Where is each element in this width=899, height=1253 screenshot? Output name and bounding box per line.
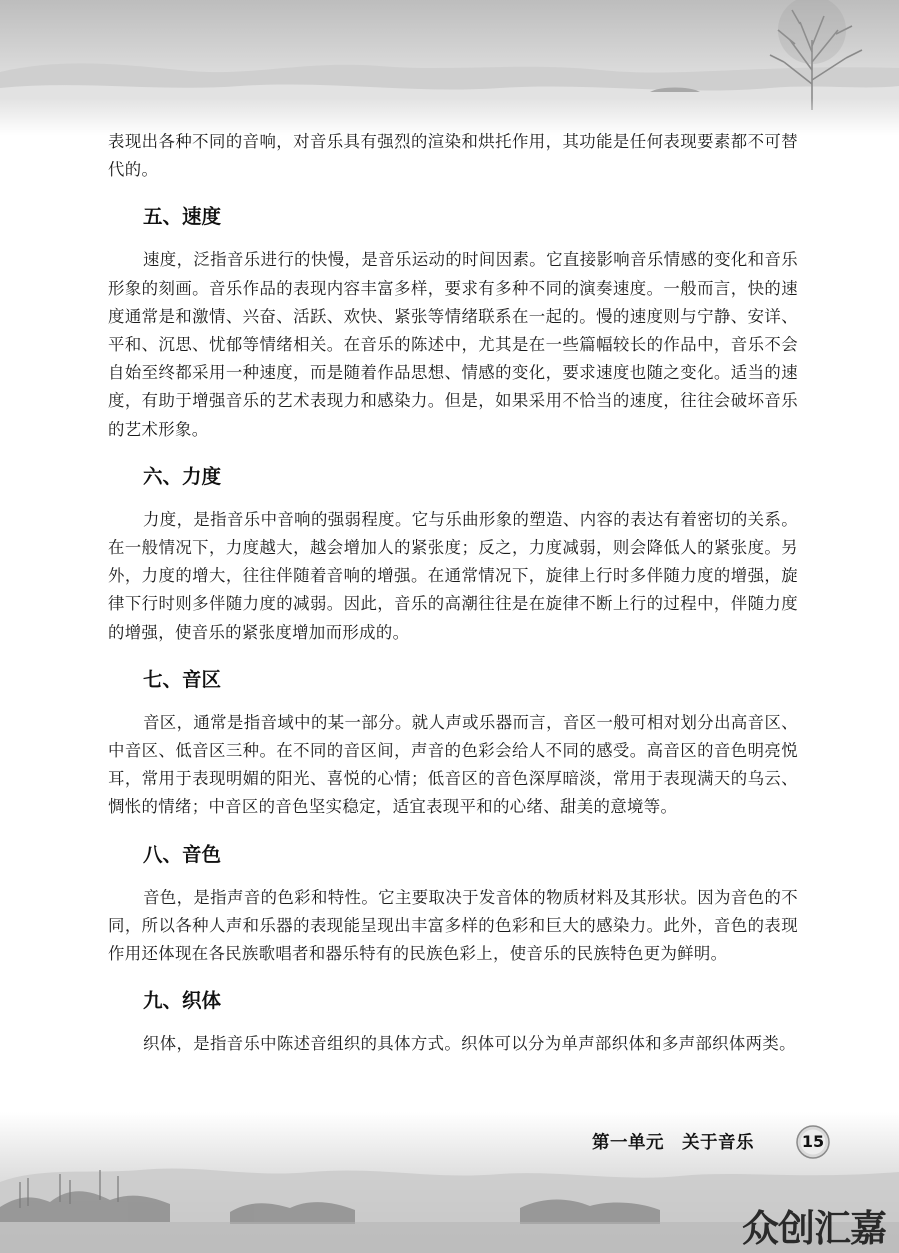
section-heading-register: 七、音区 bbox=[143, 667, 222, 691]
footer-unit-title: 第一单元 关于音乐 bbox=[592, 1133, 754, 1153]
section-heading-dynamics: 六、力度 bbox=[143, 464, 222, 488]
section-heading-timbre: 八、音色 bbox=[143, 842, 222, 866]
section-heading-texture: 九、织体 bbox=[143, 989, 222, 1013]
page-body bbox=[108, 128, 798, 1058]
section-paragraph-timbre: 音色，是指声音的色彩和特性。它主要取决于发音体的物质材料及其形状。因为音色的不同，所以各种人声和乐器的表现能呈现出丰富多样的色彩和巨大的感染力。此外，音色的表现作用还体现在各民族歌唱者和器乐特有的民族色彩上，使音乐的民族特色更为鲜明。 bbox=[108, 887, 798, 964]
section-heading-tempo: 五、速度 bbox=[143, 205, 222, 229]
header-landscape-illustration bbox=[0, 0, 899, 135]
section-paragraph-dynamics: 力度，是指音乐中音响的强弱程度。它与乐曲形象的塑造、内容的表达有着密切的关系。在一般情况下，力度越大，越会增加人的紧张度；反之，力度减弱，则会降低人的紧张度。另外，力度的增大，往往伴随着音响的增强。在通常情况下，旋律上行时多伴随力度的增强，旋律下行时则多伴随力度的减弱。因此，音乐的高潮往往是在旋律不断上行的过程中，伴随力度的增强，使音乐的紧张度增加而形成的。 bbox=[108, 509, 798, 642]
page-number: 15 bbox=[801, 1132, 825, 1151]
intro-paragraph: 表现出各种不同的音响，对音乐具有强烈的渲染和烘托作用，其功能是任何表现要素都不可替代的。 bbox=[108, 132, 798, 180]
section-paragraph-tempo: 速度，泛指音乐进行的快慢，是音乐运动的时间因素。它直接影响音乐情感的变化和音乐形象的刻画。音乐作品的表现内容丰富多样，要求有多种不同的演奏速度。一般而言，快的速度通常是和激情、兴奋、活跃、欢快、紧张等情绪联系在一起的。慢的速度则与宁静、安详、平和、沉思、忧郁等情绪相关。在音乐的陈述中，尤其是在一些篇幅较长的作品中，音乐不会自始至终都采用一种速度，而是随着作品思想、情感的变化，要求速度也随之变化。适当的速度，有助于增强音乐的艺术表现力和感染力。但是，如果采用不恰当的速度，往往会破坏音乐的艺术形象。 bbox=[108, 250, 798, 439]
section-paragraph-texture: 织体，是指音乐中陈述音组织的具体方式。织体可以分为单声部织体和多声部织体两类。 bbox=[143, 1034, 796, 1054]
watermark-text: 众创汇嘉 bbox=[742, 1207, 886, 1250]
section-paragraph-register: 音区，通常是指音域中的某一部分。就人声或乐器而言，音区一般可相对划分出高音区、中音区、低音区三种。在不同的音区间，声音的色彩会给人不同的感受。高音区的音色明亮悦耳，常用于表现明媚的阳光、喜悦的心情；低音区的音色深厚暗淡，常用于表现满天的乌云、惆怅的情绪；中音区的音色坚实稳定，适宜表现平和的心绪、甜美的意境等。 bbox=[108, 712, 798, 817]
